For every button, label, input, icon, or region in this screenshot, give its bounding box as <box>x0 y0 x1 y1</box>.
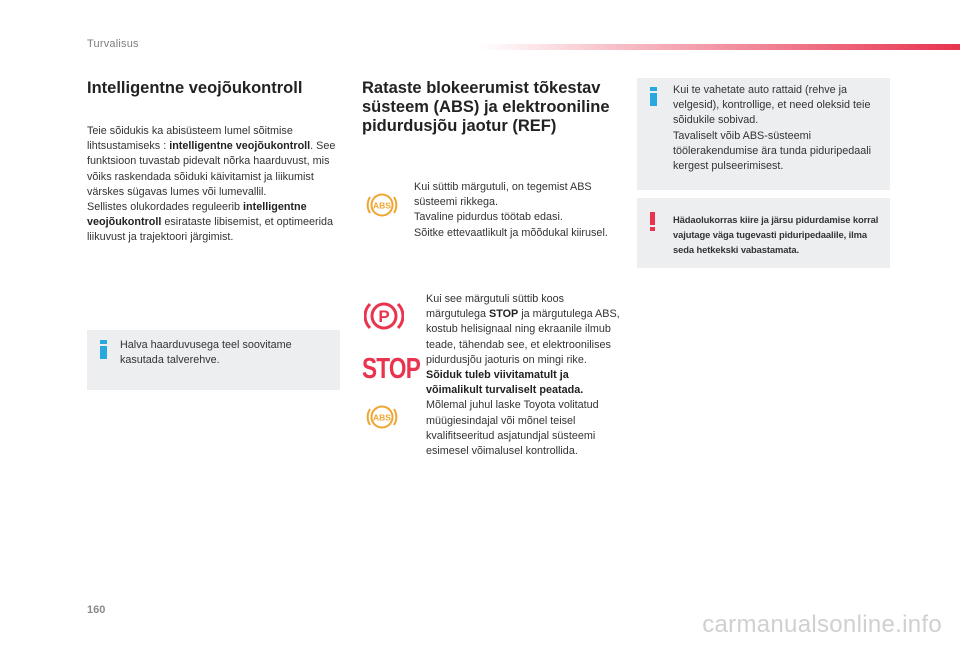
warning-box-text: Hädaolukorras kiire ja järsu pidurdamise korral vajutage väga tugevasti piduripedaalile, ilma seda hetkekski vabastamata. <box>673 214 879 255</box>
info-box-text: Halva haarduvusega teel soovitame kasutada talverehve. <box>120 339 292 367</box>
page-number: 160 <box>87 604 106 616</box>
stop-warning-light-icon <box>362 352 420 386</box>
abs-paragraph: Kui süttib märgutuli, on tegemist ABS süsteemi rikkega. Tavaline pidurdus töötab edasi. Sõitke ettevaatlikult ja mõõdukal kiirusel. <box>414 181 608 239</box>
warning-icon <box>649 212 657 232</box>
stop-label: STOP <box>362 353 421 385</box>
ref-paragraph: Kui see märgutuli süttib koos märgutulega STOP ja märgutulega ABS, kostub helisignaal ning ekraanile ilmub teade, tähendab see, et elektroonilises pidurdusjõu jaoturis on mingi rike. Sõiduk tuleb viivitamatult ja võimalikult turvaliselt peatada. Mõlemal juhul laske Toyota volitatud müügiesindajal või mõnel teisel kvalifitseeritud asjatundjal süsteemi esimesel võimalusel kontrollida. <box>426 293 620 458</box>
traction-control-paragraph: Teie sõidukis ka abisüsteem lumel sõitmise lihtsustamiseks : intelligentne veojõukontroll. See funktsioon tuvastab pidevalt nõrka haarduvust, mis võiks raskendada sõiduki käivitamist ja liikumist värskes sügavas lumes või lumevallil. Sellistes olukordades reguleerib intelligentne veojõukontroll esirataste libisemist, et optimeerida liikuvust ja trajektoori järgimist. <box>87 125 336 244</box>
abs-ref-title: Rataste blokeerumist tõkestav süsteem (ABS) ja elektrooniline pidurdusjõu jaotur (REF) <box>362 79 610 135</box>
info-box-text: Kui te vahetate auto rattaid (rehve ja velgesid), kontrollige, et need oleksid teie sõidukile sobivad. Tavaliselt võib ABS-süsteemi töölerakendumise ära tunda piduripedaali kergest pulseerimisest. <box>673 84 872 173</box>
watermark: carmanualsonline.info <box>702 611 942 638</box>
parking-brake-warning-light-icon <box>364 298 404 334</box>
abs-label-2: ABS <box>373 412 391 423</box>
section-header: Turvalisus <box>87 38 139 50</box>
abs-warning-light-icon <box>365 190 399 220</box>
abs-label: ABS <box>373 200 391 211</box>
info-box-winter-tyres <box>87 330 340 390</box>
info-box-wheel-change <box>637 78 890 190</box>
warning-box-emergency-braking <box>637 198 890 268</box>
abs-warning-light-icon-2 <box>365 402 399 432</box>
park-label: P <box>378 307 390 326</box>
traction-control-title: Intelligentne veojõukontroll <box>87 79 303 97</box>
header-accent-bar <box>480 44 960 50</box>
